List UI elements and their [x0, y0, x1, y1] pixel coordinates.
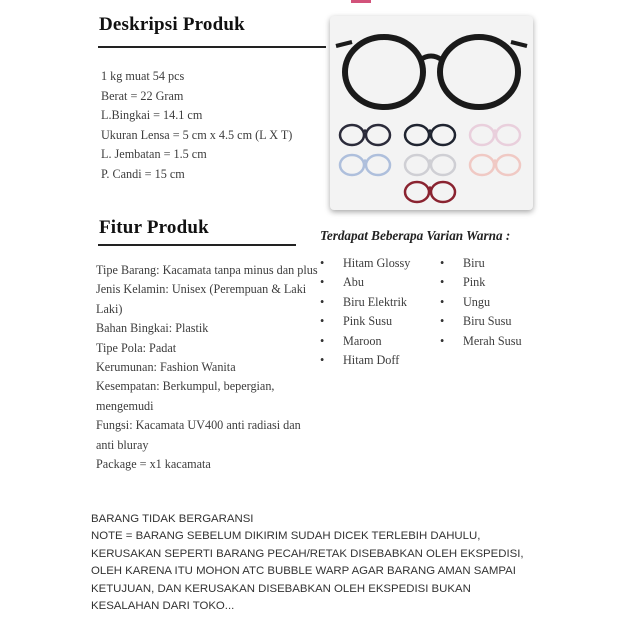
variant-item: • Pink Susu [320, 312, 410, 331]
variant-item: • Pink [440, 273, 522, 292]
swatch-glasses-5 [405, 155, 455, 175]
feature-item: Tipe Pola: Padat [96, 340, 177, 355]
features-title: Fitur Produk [99, 217, 209, 238]
feature-item: Bahan Bingkai: Plastik [96, 321, 209, 336]
note-line: KESALAHAN DARI TOKO... [91, 600, 235, 613]
feature-item: Tipe Barang: Kacamata tanpa minus dan plus [96, 263, 318, 277]
swatch-glasses-1 [340, 125, 390, 145]
swatch-glasses-7 [405, 182, 455, 202]
note-line: NOTE = BARANG SEBELUM DIKIRIM SUDAH DICEK TERLEBIH DAHULU, [91, 530, 481, 543]
note-line: KETUJUAN, DAN KERUSAKAN DISEBABKAN OLEH EKSPEDISI BUKAN [91, 582, 471, 595]
variants-title: Terdapat Beberapa Varian Warna : [320, 228, 511, 243]
variant-item: • Abu [320, 273, 410, 292]
feature-item: Package = x1 kacamata [96, 457, 211, 472]
variant-item: • Biru Elektrik [320, 293, 410, 312]
swatch-glasses-4 [340, 155, 390, 175]
feature-list [96, 261, 321, 474]
top-accent-tab [351, 0, 371, 3]
feature-item: Fungsi: Kacamata UV400 anti radiasi dan anti bluray [96, 418, 301, 452]
swatch-glasses-3 [470, 125, 520, 145]
variant-item: • Ungu [440, 293, 522, 312]
variant-item: • Biru Susu [440, 312, 522, 331]
note-line: KERUSAKAN SEPERTI BARANG PECAH/RETAK DISEBABKAN OLEH EKSPEDISI, [91, 547, 524, 560]
variant-list-right [440, 254, 522, 351]
variant-item: • Hitam Doff [320, 351, 410, 370]
main-glasses-icon [336, 37, 527, 107]
spec-item: Berat = 22 Gram [101, 88, 184, 103]
spec-list [101, 67, 292, 185]
variant-item: • Maroon [320, 332, 410, 351]
spec-item: 1 kg muat 54 pcs [101, 69, 185, 83]
features-title-rule [98, 244, 296, 246]
feature-item: Jenis Kelamin: Unisex (Perempuan & Laki Laki) [96, 282, 307, 316]
note-line: BARANG TIDAK BERGARANSI [91, 513, 254, 525]
note-line: OLEH KARENA ITU MOHON ATC BUBBLE WARP AGAR BARANG AMAN SAMPAI [91, 565, 516, 578]
spec-item: L. Jembatan = 1.5 cm [101, 147, 207, 162]
spec-item: L.Bingkai = 14.1 cm [101, 108, 203, 123]
swatch-glasses-6 [470, 155, 520, 175]
spec-item: Ukuran Lensa = 5 cm x 4.5 cm (L X T) [101, 127, 293, 142]
swatch-glasses-2 [405, 125, 455, 145]
variant-list-left [320, 254, 410, 370]
description-title: Deskripsi Produk [99, 14, 245, 35]
spec-item: P. Candi = 15 cm [101, 166, 185, 181]
variant-item: • Merah Susu [440, 332, 522, 351]
feature-item: Kesempatan: Berkumpul, bepergian, mengemudi [96, 379, 275, 413]
description-title-rule [98, 46, 326, 48]
variant-item: • Hitam Glossy [320, 254, 410, 273]
glasses-illustration [330, 16, 533, 210]
product-image [330, 16, 533, 210]
variant-item: • Biru [440, 254, 522, 273]
feature-item: Kerumunan: Fashion Wanita [96, 360, 236, 375]
warranty-note [91, 511, 611, 615]
